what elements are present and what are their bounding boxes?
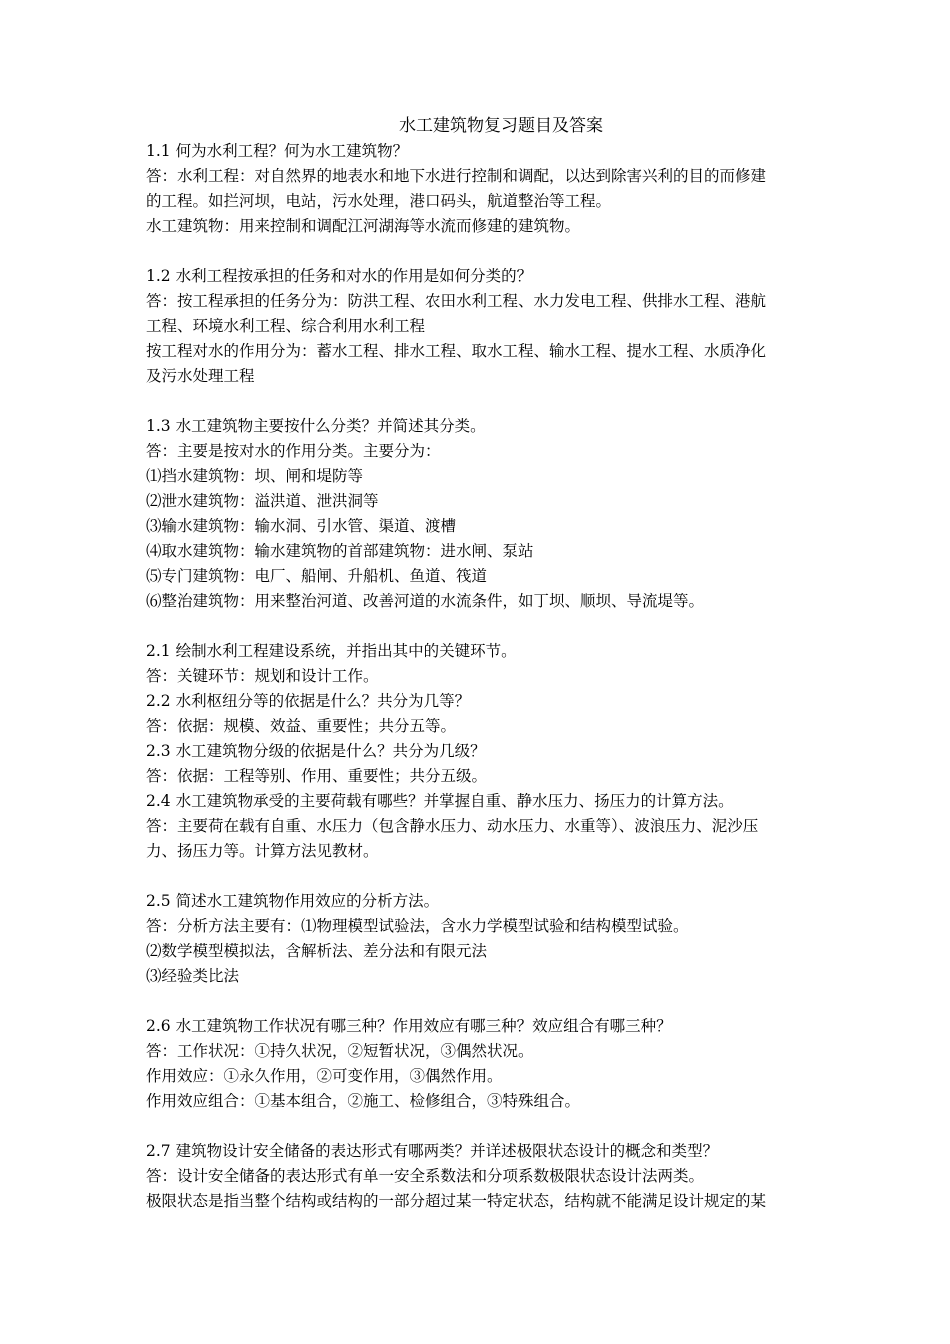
paragraph-gap <box>146 989 812 1014</box>
text-line: 极限状态是指当整个结构或结构的一部分超过某一特定状态，结构就不能满足设计规定的某 <box>146 1192 767 1210</box>
text-line: 答：主要荷在载有自重、水压力（包含静水压力、动水压力、水重等）、波浪压力、泥沙压 <box>146 817 759 835</box>
text-line: ⑵数学模型模拟法，含解析法、差分法和有限元法 <box>146 942 488 960</box>
text-line: 2.3 水工建筑物分级的依据是什么？共分为几级？ <box>146 742 486 760</box>
paragraph-gap <box>146 864 812 889</box>
text-line: 2.6 水工建筑物工作状况有哪三种？作用效应有哪三种？效应组合有哪三种？ <box>146 1017 672 1035</box>
text-line: 1.3 水工建筑物主要按什么分类？并简述其分类。 <box>146 417 486 435</box>
text-line: 答：水利工程：对自然界的地表水和地下水进行控制和调配，以达到除害兴利的目的而修建 <box>146 167 767 185</box>
text-line: 1.1 何为水利工程？何为水工建筑物？ <box>146 142 409 160</box>
text-line: 答：工作状况：①持久状况，②短暂状况，③偶然状况。 <box>146 1042 534 1060</box>
text-line: 1.2 水利工程按承担的任务和对水的作用是如何分类的？ <box>146 267 533 285</box>
paragraph-gap <box>146 614 812 639</box>
text-line: 答：依据：规模、效益、重要性；共分五等。 <box>146 717 457 735</box>
text-line: ⑶输水建筑物：输水洞、引水管、渠道、渡槽 <box>146 517 457 535</box>
text-line: ⑸专门建筑物：电厂、船闸、升船机、鱼道、筏道 <box>146 567 488 585</box>
text-line: 2.7 建筑物设计安全储备的表达形式有哪两类？并详述极限状态设计的概念和类型？ <box>146 1142 719 1160</box>
text-line: 2.2 水利枢纽分等的依据是什么？共分为几等？ <box>146 692 471 710</box>
text-line: 2.1 绘制水利工程建设系统，并指出其中的关键环节。 <box>146 642 517 660</box>
paragraph-gap <box>146 239 812 264</box>
text-line: 答：设计安全储备的表达形式有单一安全系数法和分项系数极限状态设计法两类。 <box>146 1167 705 1185</box>
question-block <box>146 889 812 989</box>
text-line: ⑶经验类比法 <box>146 967 240 985</box>
document-title: 水工建筑物复习题目及答案 <box>399 116 603 136</box>
question-block <box>146 639 812 864</box>
text-line: 作用效应：①永久作用，②可变作用，③偶然作用。 <box>146 1067 503 1085</box>
text-line: 答：关键环节：规划和设计工作。 <box>146 667 379 685</box>
document-page <box>146 114 812 1214</box>
text-line: 答：分析方法主要有：⑴物理模型试验法，含水力学模型试验和结构模型试验。 <box>146 917 689 935</box>
text-line: 水工建筑物：用来控制和调配江河湖海等水流而修建的建筑物。 <box>146 217 581 235</box>
text-line: 按工程对水的作用分为：蓄水工程、排水工程、取水工程、输水工程、提水工程、水质净化 <box>146 342 767 360</box>
text-line: 作用效应组合：①基本组合，②施工、检修组合，③特殊组合。 <box>146 1092 581 1110</box>
text-line: ⑴挡水建筑物：坝、闸和堤防等 <box>146 467 364 485</box>
text-line: 工程、环境水利工程、综合利用水利工程 <box>146 317 426 335</box>
text-line: ⑷取水建筑物：输水建筑物的首部建筑物：进水闸、泵站 <box>146 542 534 560</box>
text-line: ⑹整治建筑物：用来整治河道、改善河道的水流条件，如丁坝、顺坝、导流堤等。 <box>146 592 705 610</box>
text-line: ⑵泄水建筑物：溢洪道、泄洪洞等 <box>146 492 379 510</box>
text-line: 答：依据：工程等别、作用、重要性；共分五级。 <box>146 767 488 785</box>
text-line: 答：按工程承担的任务分为：防洪工程、农田水利工程、水力发电工程、供排水工程、港航 <box>146 292 767 310</box>
question-block <box>146 414 812 614</box>
paragraph-gap <box>146 1114 812 1139</box>
text-line: 2.4 水工建筑物承受的主要荷载有哪些？并掌握自重、静水压力、扬压力的计算方法。 <box>146 792 734 810</box>
text-line: 及污水处理工程 <box>146 367 255 385</box>
text-line: 力、扬压力等。计算方法见教材。 <box>146 842 379 860</box>
text-line: 的工程。如拦河坝，电站，污水处理，港口码头，航道整治等工程。 <box>146 192 612 210</box>
document-body <box>146 139 812 1214</box>
text-line: 答：主要是按对水的作用分类。主要分为： <box>146 442 441 460</box>
question-block <box>146 264 812 389</box>
paragraph-gap <box>146 389 812 414</box>
text-line: 2.5 简述水工建筑物作用效应的分析方法。 <box>146 892 440 910</box>
question-block <box>146 1139 812 1214</box>
question-block <box>146 139 812 239</box>
question-block <box>146 1014 812 1114</box>
